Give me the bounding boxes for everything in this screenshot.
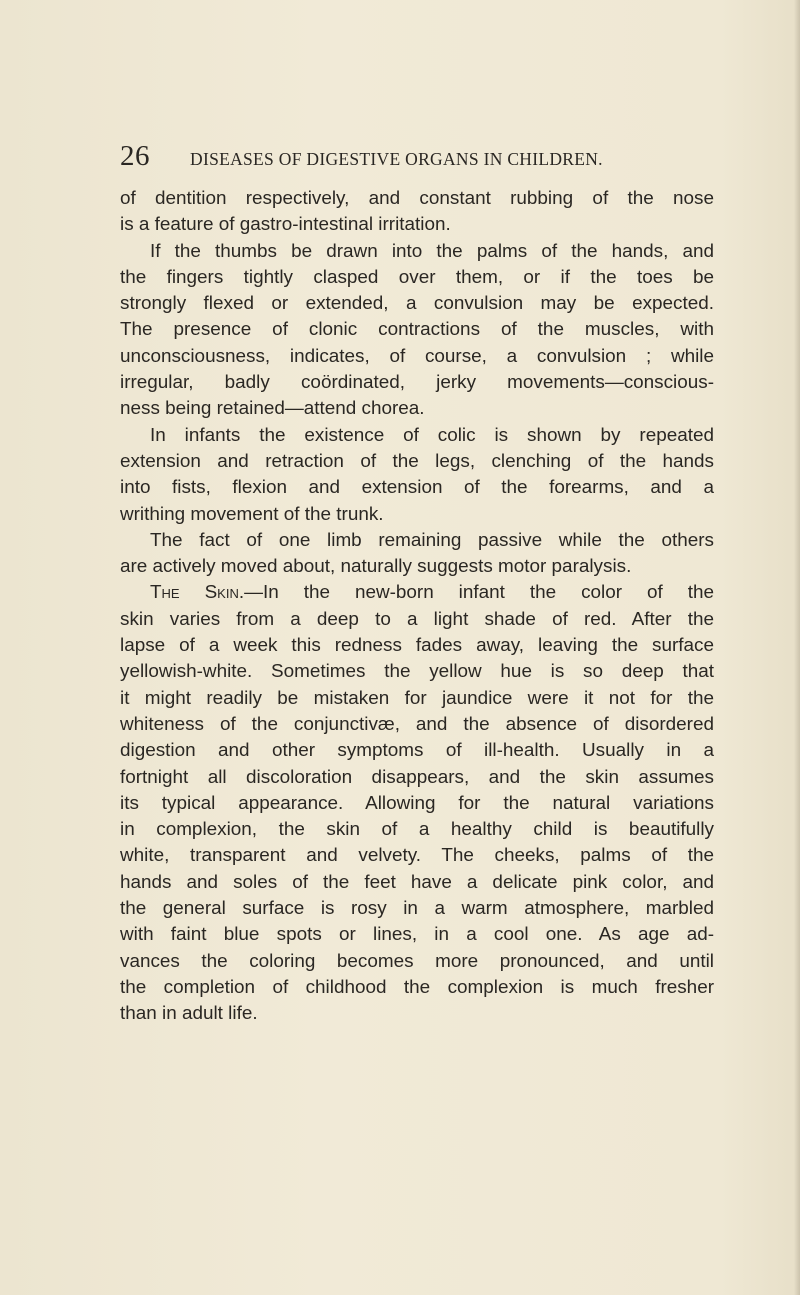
line-text: the fingers tightly clasped over them, or if the toes be [120, 266, 714, 288]
line-text: in complexion, the skin of a healthy child is beautifully [120, 819, 714, 841]
text-line [120, 765, 714, 791]
line-text: white, transparent and velvety. The cheeks, palms of the [120, 845, 714, 867]
line-text: than in adult life. [120, 1003, 258, 1025]
text-line [120, 949, 714, 975]
page-header [120, 141, 680, 171]
body-text [120, 186, 714, 1028]
line-text: unconsciousness, indicates, of course, a convulsion ; while [120, 345, 714, 367]
line-text: The presence of clonic contractions of the muscles, with [120, 319, 714, 341]
running-title: DISEASES OF DIGESTIVE ORGANS IN CHILDREN. [190, 149, 603, 169]
text-line [120, 686, 714, 712]
line-text: ness being retained—attend chorea. [120, 398, 425, 420]
text-line [120, 922, 714, 948]
line-text: skin varies from a deep to a light shade of red. After the [120, 608, 714, 630]
text-line [120, 817, 714, 843]
line-text: If the thumbs be drawn into the palms of the hands, and [150, 240, 714, 262]
text-line [120, 712, 714, 738]
section-heading: The Skin. [150, 582, 245, 604]
line-text: is a feature of gastro-intestinal irritation. [120, 214, 451, 236]
text-line [120, 607, 714, 633]
text-line [120, 870, 714, 896]
line-text: with faint blue spots or lines, in a cool one. As age ad- [120, 924, 714, 946]
line-text: —In the new-born infant the color of the [244, 582, 714, 604]
line-text: are actively moved about, naturally suggests motor paralysis. [120, 556, 632, 578]
line-text: lapse of a week this redness fades away, leaving the surface [120, 635, 714, 657]
line-text: of dentition respectively, and constant rubbing of the nose [120, 188, 714, 209]
line-text: into fists, flexion and extension of the forearms, and a [120, 477, 714, 499]
text-line [120, 239, 714, 265]
text-line [120, 475, 714, 501]
line-text: In infants the existence of colic is shown by repeated [150, 424, 714, 446]
text-line [120, 317, 714, 343]
line-text: writhing movement of the trunk. [120, 503, 384, 525]
line-text: digestion and other symptoms of ill-health. Usually in a [120, 740, 714, 762]
text-line [120, 291, 714, 317]
text-line [120, 502, 714, 528]
line-text: the completion of childhood the complexion is much fresher [120, 976, 714, 998]
page-edge-shadow [794, 0, 800, 1295]
text-line [120, 738, 714, 764]
page-number: 26 [120, 140, 150, 172]
text-line [120, 449, 714, 475]
line-text: vances the coloring becomes more pronounced, and until [120, 950, 714, 972]
text-line [120, 896, 714, 922]
text-line [120, 423, 714, 449]
text-line [120, 554, 714, 580]
line-text: irregular, badly coördinated, jerky movements—conscious- [120, 372, 714, 394]
text-line [120, 212, 714, 238]
line-text: strongly flexed or extended, a convulsion may be expected. [120, 293, 714, 315]
line-text: extension and retraction of the legs, clenching of the hands [120, 450, 714, 472]
text-line [120, 396, 714, 422]
line-text: whiteness of the conjunctivæ, and the absence of disordered [120, 713, 714, 735]
text-line [120, 791, 714, 817]
line-text: yellowish-white. Sometimes the yellow hue is so deep that [120, 661, 714, 683]
text-line [120, 265, 714, 291]
line-text: The fact of one limb remaining passive while the others [150, 529, 714, 551]
text-line [120, 580, 714, 606]
line-text: its typical appearance. Allowing for the natural variations [120, 792, 714, 814]
text-line [120, 1001, 714, 1027]
line-text: hands and soles of the feet have a delicate pink color, and [120, 871, 714, 893]
text-line [120, 975, 714, 1001]
line-text: the general surface is rosy in a warm atmosphere, marbled [120, 898, 714, 920]
text-line [120, 528, 714, 554]
text-line [120, 633, 714, 659]
text-line [120, 186, 714, 212]
text-line [120, 843, 714, 869]
text-line [120, 659, 714, 685]
line-text: it might readily be mistaken for jaundice were it not for the [120, 687, 714, 709]
text-line [120, 370, 714, 396]
line-text: fortnight all discoloration disappears, and the skin assumes [120, 766, 714, 788]
text-line [120, 344, 714, 370]
